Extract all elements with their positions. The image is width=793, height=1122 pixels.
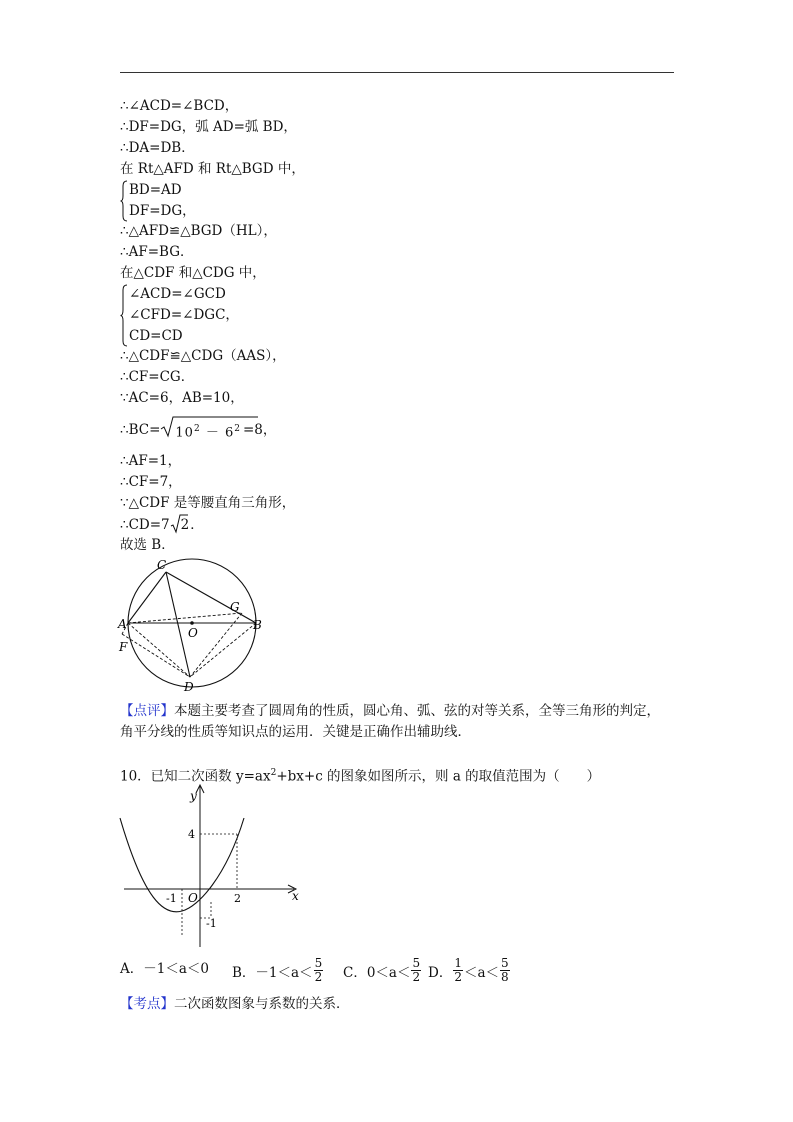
exponent: 2 <box>193 424 201 434</box>
system-line: ∠CFD=∠DGC， <box>129 307 239 323</box>
option-b[interactable] <box>232 957 324 984</box>
label-two: 2 <box>234 892 241 905</box>
minus-sign: － <box>205 425 220 441</box>
brace-icon <box>120 284 128 347</box>
fraction: $\frac{5}{8}$ <box>501 956 509 984</box>
circle-figure <box>116 558 266 694</box>
comment-line <box>120 702 660 720</box>
segment-cb <box>166 572 256 623</box>
option-d-text: D． <box>428 964 453 981</box>
sqrt-expression <box>170 515 191 534</box>
radicand: 6 <box>224 425 235 441</box>
label-origin: O <box>188 891 198 905</box>
radicand: 2 <box>180 517 190 533</box>
proof-line: 在△CDF 和△CDG 中， <box>120 265 266 281</box>
system-line: BD=AD <box>129 182 182 198</box>
option-c[interactable] <box>343 957 422 984</box>
segment-ag <box>128 613 242 623</box>
label-c: C <box>157 558 167 572</box>
label-g: G <box>230 600 240 614</box>
system-line: ∠ACD=∠GCD <box>129 286 226 302</box>
system-line: DF=DG， <box>129 203 196 219</box>
cd-prefix: ∴CD=7 <box>120 516 170 533</box>
proof-line: ∴DA=DB． <box>120 140 195 156</box>
option-c-text: C．0＜a＜ <box>343 964 411 981</box>
label-y: y <box>190 789 197 803</box>
proof-line: 故选 B． <box>120 537 175 553</box>
system-line: CD=CD <box>129 328 183 344</box>
proof-line: 在 Rt△AFD 和 Rt△BGD 中， <box>120 161 305 177</box>
label-four: 4 <box>188 828 195 841</box>
label-a: A <box>118 617 127 631</box>
comment-tag: 【点评】 <box>120 703 174 719</box>
proof-line: ∵AC=6，AB=10， <box>120 390 244 406</box>
equation-system <box>120 284 260 347</box>
bc-formula <box>120 418 276 442</box>
center-point <box>190 621 194 625</box>
fraction: $\frac{5}{2}$ <box>412 956 421 984</box>
label-f: F <box>119 640 128 654</box>
radicand: 10 <box>175 425 194 441</box>
fraction: $\frac{1}{2}$ <box>454 956 462 984</box>
label-d: D <box>184 680 194 694</box>
bc-prefix: ∴BC= <box>120 422 161 439</box>
proof-line: ∵△CDF 是等腰直角三角形， <box>120 495 296 511</box>
parabola-graph <box>116 782 306 950</box>
label-neg-one-y: -1 <box>206 917 217 930</box>
radical-sign-icon <box>160 416 260 441</box>
option-a[interactable] <box>120 957 209 977</box>
proof-line: ∴DF=DG，弧 AD=弧 BD， <box>120 119 297 135</box>
segment-ad <box>128 623 190 677</box>
proof-line: ∴CF=CG． <box>120 369 195 385</box>
label-o: O <box>188 626 198 640</box>
segment-fd <box>122 634 190 677</box>
segment-cd <box>166 572 190 677</box>
kaodian-tag: 【考点】 <box>120 996 174 1012</box>
sqrt-expression <box>160 418 243 442</box>
radical-sign-icon <box>170 514 188 534</box>
cd-suffix: ． <box>190 516 204 533</box>
bc-suffix: =8， <box>243 422 277 439</box>
proof-line: ∴CF=7， <box>120 474 182 490</box>
option-d-mid: ＜a＜ <box>463 964 500 981</box>
proof-line: ∴AF=BG． <box>120 244 194 260</box>
option-b-text: B．－1＜a＜ <box>232 964 313 981</box>
label-b: B <box>253 618 262 632</box>
kaodian-text: 二次函数图象与系数的关系． <box>174 996 350 1012</box>
label-x: x <box>292 889 299 903</box>
label-neg-one-x: -1 <box>166 892 177 905</box>
brace-icon <box>120 180 128 222</box>
option-a-text: A．－1＜a＜0 <box>120 961 209 977</box>
proof-line: ∴△CDF≌△CDG（AAS）， <box>120 348 286 364</box>
exponent: 2 <box>234 424 241 434</box>
comment-text: 本题主要考查了圆周角的性质，圆心角、弧、弦的对等关系，全等三角形的判定， <box>174 703 660 719</box>
proof-line: ∴AF=1， <box>120 453 182 469</box>
kaodian-line <box>120 995 350 1013</box>
proof-line: ∴∠ACD=∠BCD， <box>120 98 239 114</box>
equation-system <box>120 180 240 222</box>
comment-line: 角平分线的性质等知识点的运用．关键是正确作出辅助线． <box>120 724 471 740</box>
header-rule <box>120 72 674 73</box>
question-stem: 10．已知二次函数 $y=ax^2+bx+c$ 的图象如图所示，则 a 的取值范围为（ ） <box>120 768 601 785</box>
cd-formula <box>120 515 204 534</box>
segment-bd <box>190 623 256 677</box>
fraction: $\frac{5}{2}$ <box>314 956 323 984</box>
proof-line: ∴△AFD≌△BGD（HL）， <box>120 223 277 239</box>
option-d[interactable] <box>428 957 511 984</box>
